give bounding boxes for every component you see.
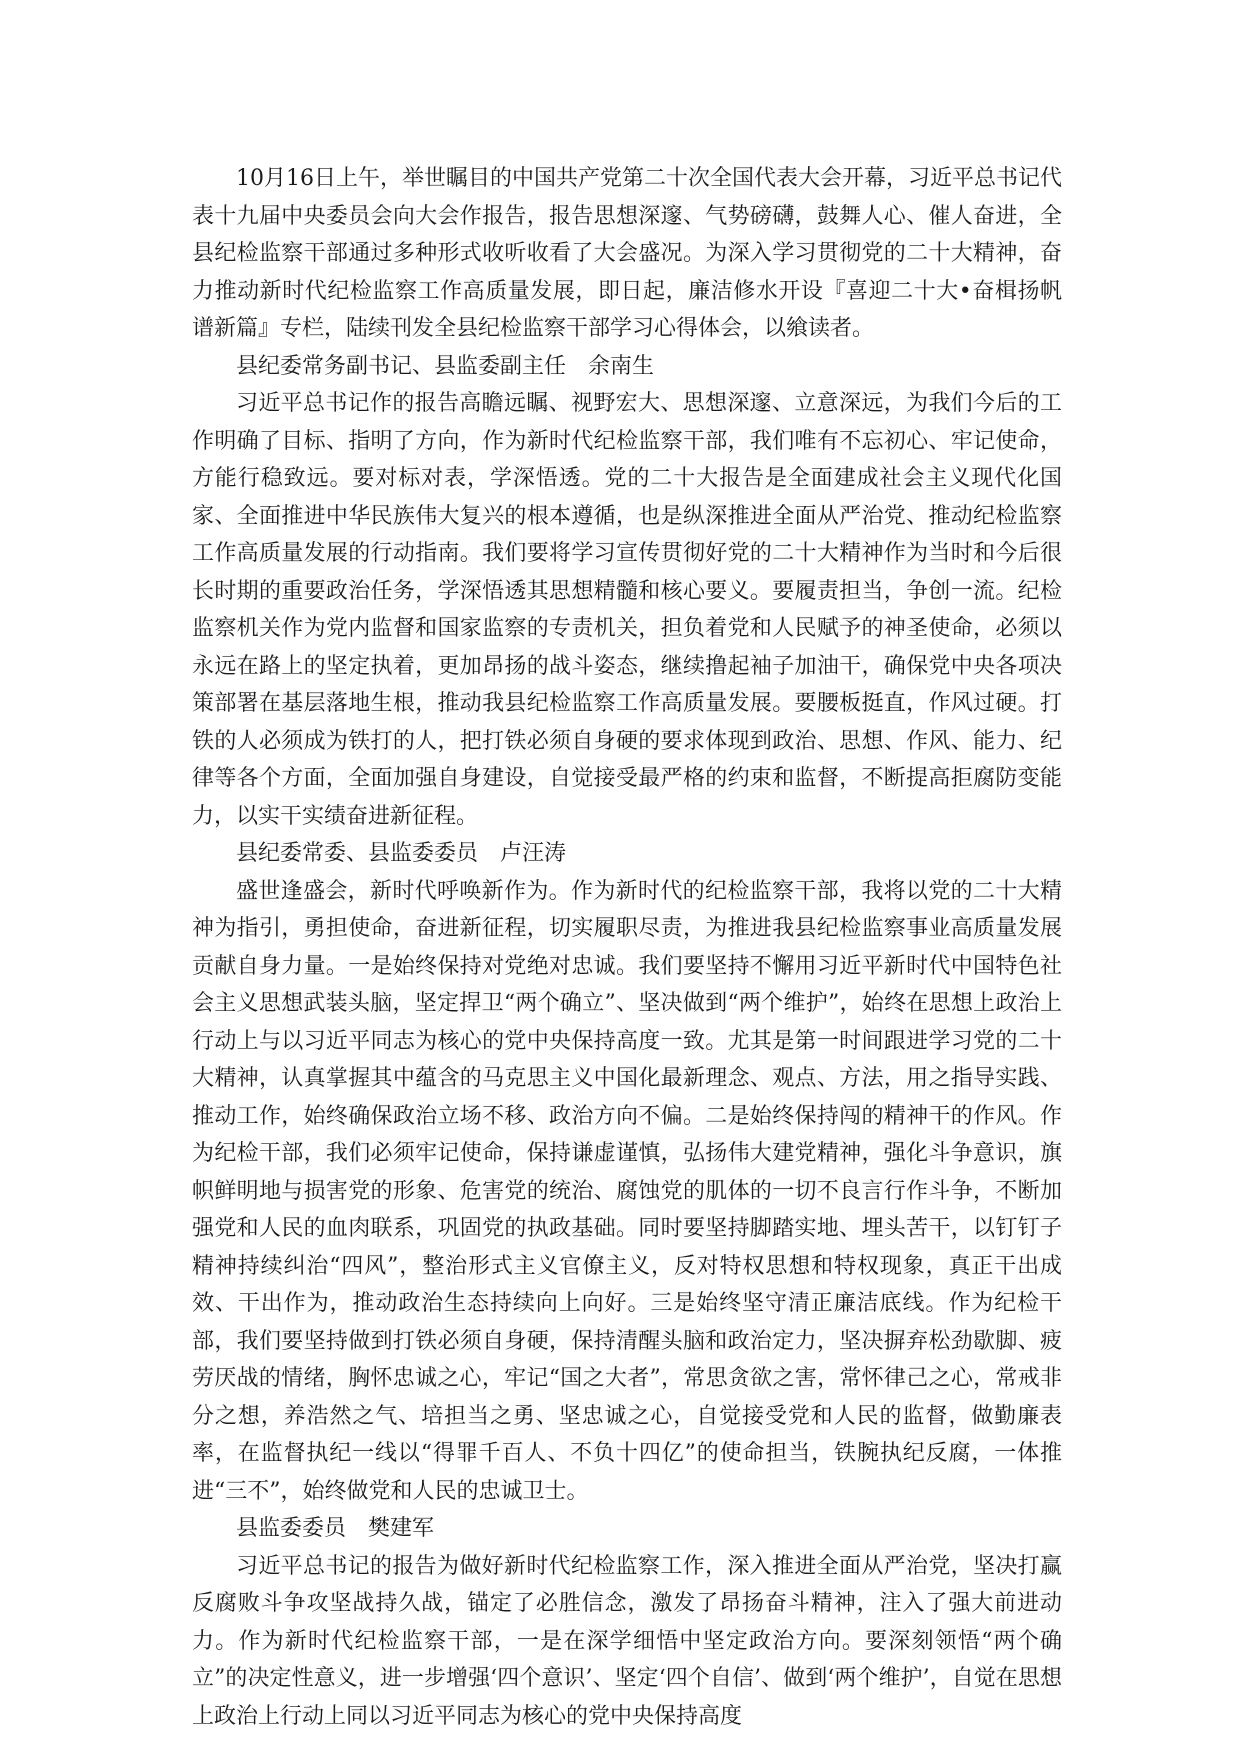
document-page [192,160,1062,1735]
byline-lu-wangtao: 县纪委常委、县监委委员 卢汪涛 [236,841,567,866]
body-paragraph-fan-jianjun: 习近平总书记的报告为做好新时代纪检监察工作，深入推进全面从严治党，坚决打赢反腐败斗争攻坚战持久战，锚定了必胜信念，激发了昂扬奋斗精神，注入了强大前进动力。作为新时代纪检监察干部，一是在深学细悟中坚定政治方向。要深刻领悟“两个确立”的决定性意义，进一步增强‘四个意识’、坚定‘四个自信’、做到‘两个维护’，自觉在思想上政治上行动上同以习近平同志为核心的党中央保持高度 [192,1553,1062,1729]
byline-fan-jianjun: 县监委委员 樊建军 [236,1516,435,1541]
intro-paragraph: 10月16日上午，举世瞩目的中国共产党第二十次全国代表大会开幕，习近平总书记代表十九届中央委员会向大会作报告，报告思想深邃、气势磅礴，鼓舞人心、催人奋进，全县纪检监察干部通过多种形式收听收看了大会盛况。为深入学习贯彻党的二十大精神，奋力推动新时代纪检监察工作高质量发展，即日起，廉洁修水开设『喜迎二十大•奋楫扬帆谱新篇』专栏，陆续刊发全县纪检监察干部学习心得体会，以飨读者。 [192,166,1062,341]
body-paragraph-yu-nansheng: 习近平总书记作的报告高瞻远瞩、视野宏大、思想深邃、立意深远，为我们今后的工作明确了目标、指明了方向，作为新时代纪检监察干部，我们唯有不忘初心、牢记使命，方能行稳致远。要对标对表，学深悟透。党的二十大报告是全面建成社会主义现代化国家、全面推进中华民族伟大复兴的根本遵循，也是纵深推进全面从严治党、推动纪检监察工作高质量发展的行动指南。我们要将学习宣传贯彻好党的二十大精神作为当时和今后很长时期的重要政治任务，学深悟透其思想精髓和核心要义。要履责担当，争创一流。纪检监察机关作为党内监督和国家监察的专责机关，担负着党和人民赋予的神圣使命，必须以永远在路上的坚定执着，更加昂扬的战斗姿态，继续撸起袖子加油干，确保党中央各项决策部署在基层落地生根，推动我县纪检监察工作高质量发展。要腰板挺直，作风过硬。打铁的人必须成为铁打的人，把打铁必须自身硬的要求体现到政治、思想、作风、能力、纪律等各个方面，全面加强自身建设，自觉接受最严格的约束和监督，不断提高拒腐防变能力，以实干实绩奋进新征程。 [192,391,1062,829]
byline-yu-nansheng: 县纪委常务副书记、县监委副主任 余南生 [236,353,655,379]
body-paragraph-lu-wangtao: 盛世逢盛会，新时代呼唤新作为。作为新时代的纪检监察干部，我将以党的二十大精神为指引，勇担使命，奋进新征程，切实履职尽责，为推进我县纪检监察事业高质量发展贡献自身力量。一是始终保持对党绝对忠诚。我们要坚持不懈用习近平新时代中国特色社会主义思想武装头脑，坚定捍卫“两个确立”、坚决做到“两个维护”，始终在思想上政治上行动上与以习近平同志为核心的党中央保持高度一致。尤其是第一时间跟进学习党的二十大精神，认真掌握其中蕴含的马克思主义中国化最新理念、观点、方法，用之指导实践、推动工作，始终确保政治立场不移、政治方向不偏。二是始终保持闯的精神干的作风。作为纪检干部，我们必须牢记使命，保持谦虚谨慎，弘扬伟大建党精神，强化斗争意识，旗帜鲜明地与损害党的形象、危害党的统治、腐蚀党的肌体的一切不良言行作斗争，不断加强党和人民的血肉联系，巩固党的执政基础。同时要坚持脚踏实地、埋头苦干，以钉钉子精神持续纠治“四风”，整治形式主义官僚主义，反对特权思想和特权现象，真正干出成效、干出作为，推动政治生态持续向上向好。三是始终坚守清正廉洁底线。作为纪检干部，我们要坚持做到打铁必须自身硬，保持清醒头脑和政治定力，坚决摒弃松劲歇脚、疲劳厌战的情绪，胸怀忠诚之心，牢记“国之大者”，常思贪欲之害，常怀律己之心，常戒非分之想，养浩然之气、培担当之勇、坚忠诚之心，自觉接受党和人民的监督，做勤廉表率，在监督执纪一线以“得罪千百人、不负十四亿”的使命担当，铁腕执纪反腐，一体推进“三不”，始终做党和人民的忠诚卫士。 [192,878,1062,1504]
